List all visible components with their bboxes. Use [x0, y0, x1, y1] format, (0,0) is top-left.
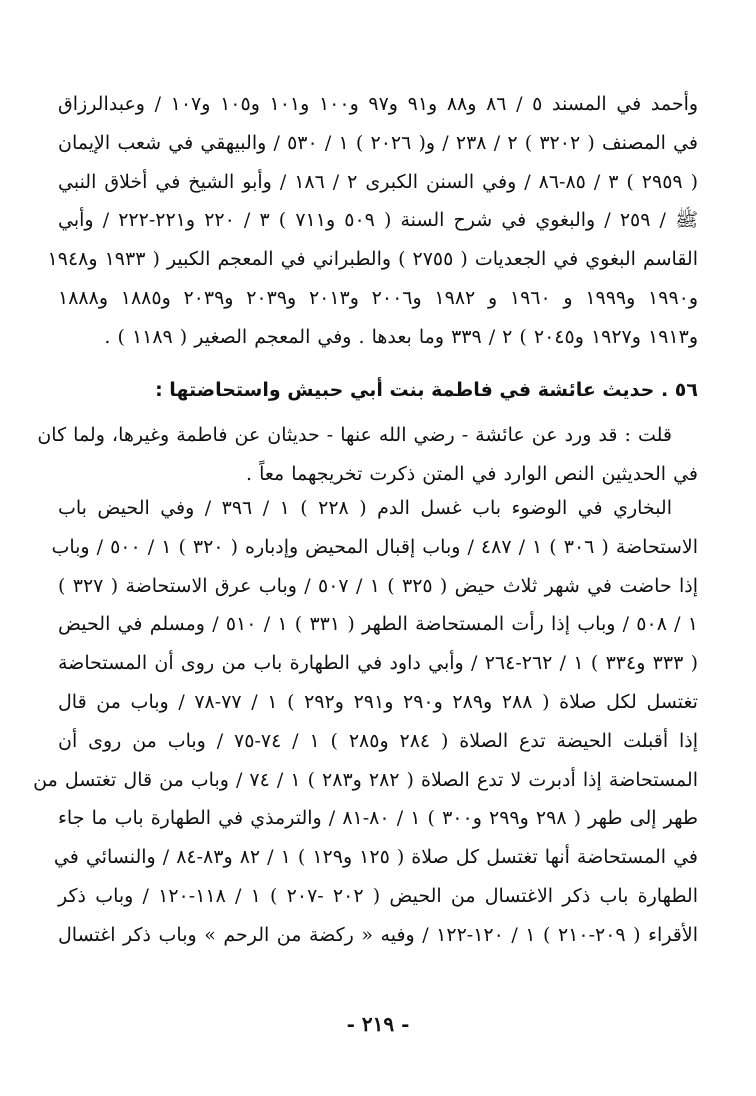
text-line: الاستحاضة ( ٣٠٦ ) ١ / ٤٨٧ / وباب إقبال المحيض وإدباره ( ٣٢٠ ) ١ / ٥٠٠ / وباب — [51, 535, 698, 558]
references-paragraph — [47, 85, 699, 357]
text-line: الطهارة باب ذكر الاغتسال من الحيض ( ٢٠٢ -٢٠٧ ) ١ / ١١٨-١٢٠ / وباب ذكر — [58, 884, 698, 907]
note-paragraph — [37, 416, 698, 494]
text-line: إذا أقبلت الحيضة تدع الصلاة ( ٢٨٤ و٢٨٥ ) ١ / ٧٤-٧٥ / وباب من روى أن — [58, 729, 699, 752]
text-line: القاسم البغوي في الجعديات ( ٢٧٥٥ ) والطبراني في المعجم الكبير ( ١٩٣٣ و١٩٤٨ — [47, 248, 698, 271]
text-line: في المستحاضة أنها تغتسل كل صلاة ( ١٢٥ و١٢٩ ) ١ / ٨٢ و٨٣-٨٤ / والنسائي في — [53, 846, 698, 869]
text-line: تغتسل لكل صلاة ( ٢٨٨ و٢٨٩ و٢٩٠ و٢٩١ و٢٩٢ ) ١ / ٧٧-٧٨ / وباب من قال — [58, 690, 698, 713]
text-line: وأحمد في المسند ٥ / ٨٦ و٨٨ و٩١ و٩٧ و١٠٠ و١٠١ و١٠٥ و١٠٧ / وعبدالرزاق — [58, 93, 699, 115]
takhrij-paragraph — [33, 489, 699, 955]
text-line: في المصنف ( ٣٢٠٢ ) ٢ / ٢٣٨ / و( ٢٠٢٦ ) ١ / ٥٣٠ / والبيهقي في شعب الإيمان — [58, 131, 698, 154]
text-line: المستحاضة إذا أدبرت لا تدع الصلاة ( ٢٨٢ و٢٨٣ ) ١ / ٧٤ / وباب من قال تغتسل من — [33, 768, 698, 791]
section-heading: ٥٦ . حديث عائشة في فاطمة بنت أبي حبيش واستحاضتها : — [155, 379, 698, 401]
text-line: طهر إلى طهر ( ٢٩٨ و٢٩٩ و٣٠٠ ) ١ / ٨٠-٨١ / والترمذي في الطهارة باب ما جاء — [58, 807, 699, 830]
text-line: الأقراء ( ٢٠٩-٢١٠ ) ١ / ١٢٠-١٢٢ / وفيه « ركضة من الرحم » وباب ذكر اغتسال — [58, 923, 698, 946]
text-line: في الحديثين النص الوارد في المتن ذكرت تخريجهما معاً . — [245, 462, 698, 485]
text-line: و١٩١٣ و١٩٢٧ و٢٠٤٥ ) ٢ / ٣٣٩ وما بعدها . وفي المعجم الصغير ( ١١٨٩ ) . — [104, 325, 698, 348]
text-line: ( ٣٣٣ و٣٣٤ ) ١ / ٢٦٢-٢٦٤ / وأبي داود في الطهارة باب من روى أن المستحاضة — [58, 652, 699, 675]
text-line: ﷺ / ٢٥٩ / والبغوي في شرح السنة ( ٥٠٩ و٧١١ ) ٣ / ٢٢٠ و٢٢١-٢٢٢ / وأبي — [58, 209, 699, 232]
text-line: قلت : قد ورد عن عائشة - رضي الله عنها - حديثان عن فاطمة وغيرها، ولما كان — [37, 424, 672, 446]
text-line: ( ٢٩٥٩ ) ٣ / ٨٥-٨٦ / وفي السنن الكبرى ٢ / ١٨٦ / وأبو الشيخ في أخلاق النبي — [58, 170, 699, 193]
text-line: البخاري في الوضوء باب غسل الدم ( ٢٢٨ ) ١ / ٣٩٦ / وفي الحيض باب — [58, 497, 673, 519]
text-line: ١ / ٥٠٨ / وباب إذا رأت المستحاضة الطهر ( ٣٣١ ) ١ / ٥١٠ / ومسلم في الحيض — [58, 613, 698, 636]
text-line: و١٩٩٠ و١٩٩٩ و ١٩٦٠ و ١٩٨٢ و٢٠٠٦ و٢٠١٣ و٢٠٣٩ و٢٠٣٩ و١٨٨٥ و١٨٨٨ — [58, 286, 699, 309]
page-number: - ٢١٩ - — [346, 1012, 410, 1036]
text-line: إذا حاضت في شهر ثلاث حيض ( ٣٢٥ ) ١ / ٥٠٧ / وباب عرق الاستحاضة ( ٣٢٧ ) — [58, 574, 699, 597]
